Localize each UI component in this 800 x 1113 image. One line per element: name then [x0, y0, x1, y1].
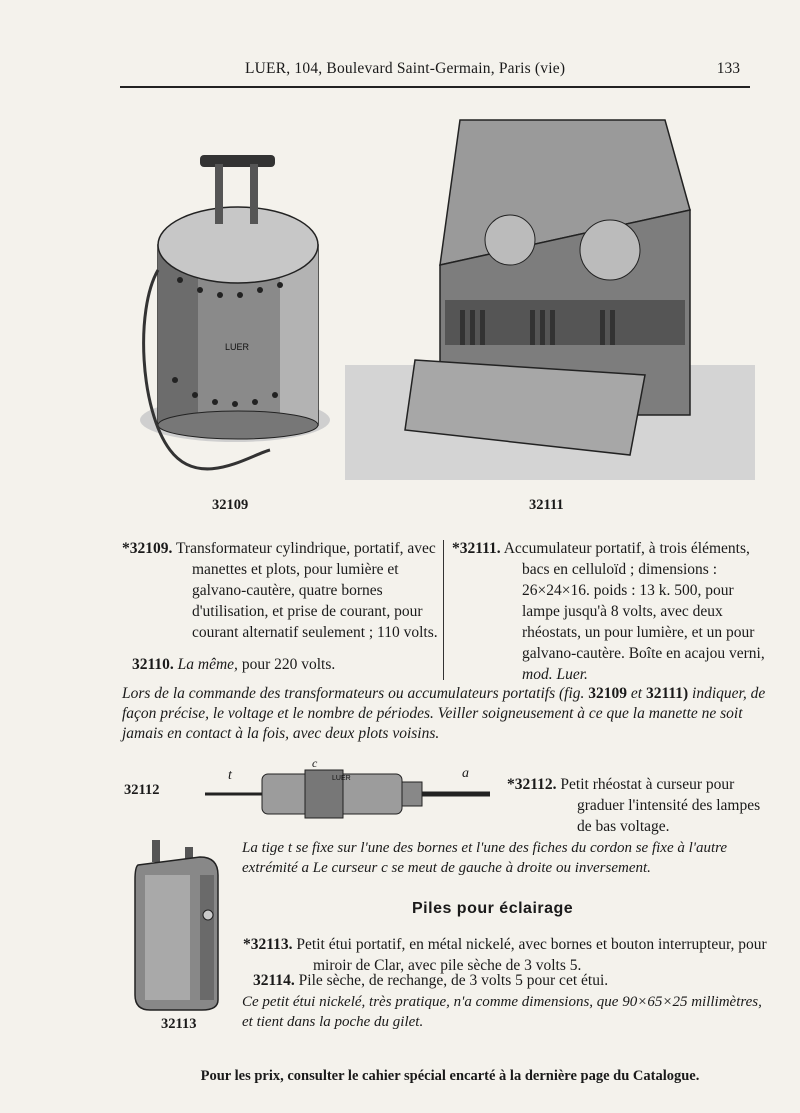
- entry-32110-italic: La même,: [177, 656, 238, 673]
- marker-c: c: [312, 756, 318, 770]
- entry-32112-text: Petit rhéostat à curseur pour graduer l'intensité des lampes de bas voltage.: [560, 776, 761, 835]
- entry-32111-italic: mod. Luer.: [522, 666, 588, 683]
- rheostat-engraving: LUER: [332, 775, 351, 782]
- rheostat-illustration: [200, 760, 500, 820]
- figure-32112-rheostat: [200, 760, 500, 820]
- page-header: [120, 58, 750, 88]
- order-note-ref1: 32109: [588, 685, 628, 702]
- section-title-piles: Piles pour éclairage: [412, 900, 574, 917]
- entry-32112: [507, 774, 767, 837]
- footer-note: Pour les prix, consulter le cahier spécial encarté à la dernière page du Catalogue.: [200, 1068, 700, 1084]
- figure-32113-battery-case: [130, 835, 225, 1015]
- figure-label-32112: 32112: [124, 782, 160, 798]
- entry-32110: [132, 654, 440, 675]
- order-note-part2: et: [630, 685, 643, 702]
- entry-32109-text: Transformateur cylindrique, portatif, avec manettes et plots, pour lumière et galvano-cautère, quatre bornes d'utilisation, et prise de courant, pour courant alternatif seulement ; 110 volts.: [175, 540, 438, 641]
- marker-t: t: [228, 768, 232, 783]
- entry-32114: [253, 970, 770, 991]
- accumulator-illustration: [345, 115, 755, 480]
- entry-32112-number: *32112.: [507, 776, 557, 793]
- entry-32110-text: pour 220 volts.: [241, 656, 336, 673]
- order-note-ref2: 32111): [645, 685, 689, 702]
- entry-32109-number: *32109.: [122, 540, 173, 557]
- order-note: [122, 684, 770, 744]
- entry-32114-text: Pile sèche, de rechange, de 3 volts 5 pour cet étui.: [298, 972, 609, 989]
- order-note-part3: indiquer, de façon précise, le voltage et le nombre de périodes. Veiller soigneusement à ce que la manette ne soit jamais en contact à la fois, avec deux plots voisins.: [122, 685, 766, 742]
- figure-label-32109: 32109: [212, 497, 249, 513]
- entry-32111: [452, 538, 767, 685]
- transformer-illustration: [130, 150, 330, 480]
- order-note-part1: Lors de la commande des transformateurs ou accumulateurs portatifs (fig.: [122, 685, 585, 702]
- entry-32111-text: Accumulateur portatif, à trois éléments, bacs en celluloïd ; dimensions : 26×24×16. poids : 13 k. 500, pour lampe jusqu'à 8 volts, avec deux rhéostats, un pour lumière, et un pour galvano-cautère. Boîte en acajou verni,: [503, 540, 765, 662]
- battery-case-illustration: [130, 835, 225, 1015]
- figure-32109-transformer: [130, 150, 330, 480]
- entry-32110-number: 32110.: [132, 656, 174, 673]
- entry-32114-number: 32114.: [253, 972, 295, 989]
- entry-32113-number: *32113.: [243, 936, 293, 953]
- entry-32111-number: *32111.: [452, 540, 501, 557]
- marker-a: a: [462, 766, 469, 781]
- figure-label-32113: 32113: [161, 1016, 197, 1032]
- page-number: 133: [716, 60, 740, 77]
- entry-32114-note: Ce petit étui nickelé, très pratique, n'a comme dimensions, que 90×65×25 millimètres, et tient dans la poche du gilet.: [242, 994, 762, 1030]
- transformer-engraving: LUER: [225, 342, 250, 352]
- figure-label-32111: 32111: [529, 497, 564, 513]
- entry-32113-text: Petit étui portatif, en métal nickelé, avec bornes et bouton interrupteur, pour miroir de Clar, avec pile sèche de 3 volts 5.: [296, 936, 767, 974]
- header-publisher: LUER, 104, Boulevard Saint-Germain, Paris (vie): [245, 60, 566, 77]
- entry-32112-note: La tige t se fixe sur l'une des bornes et l'une des fiches du cordon se fixe à l'autre extrémité a Le curseur c se meut de gauche à droite ou inversement.: [242, 840, 728, 876]
- figure-32111-accumulator: [345, 115, 755, 480]
- column-divider: [443, 540, 444, 680]
- entry-32109: [122, 538, 440, 643]
